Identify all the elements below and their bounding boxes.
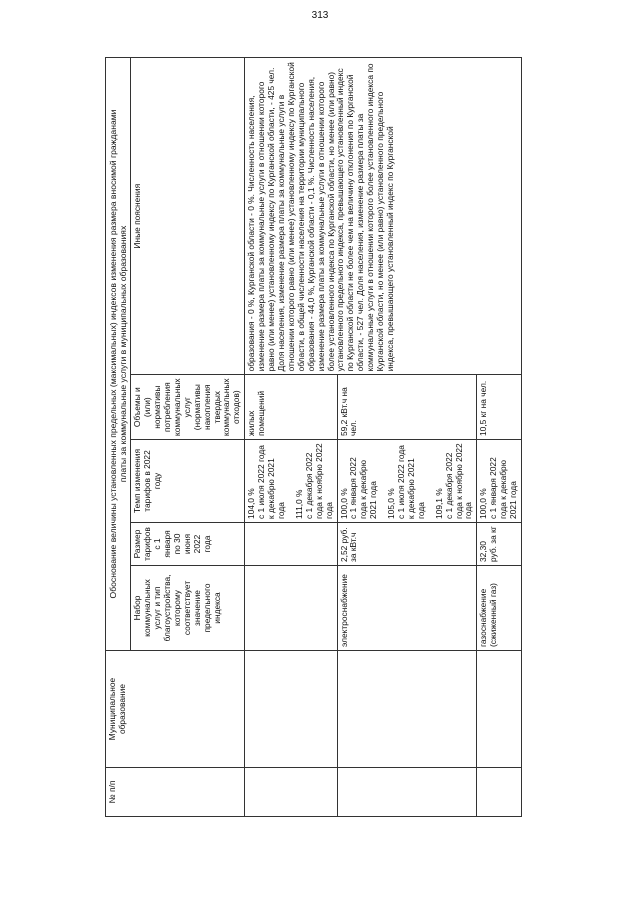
rate-period: с 1 декабря 2022 года к ноябрю 2022 года xyxy=(303,443,334,519)
cell-volume: 10,5 кг на чел. xyxy=(477,375,522,440)
cell-rate xyxy=(477,440,522,523)
rate-period: с 1 июля 2022 года к декабрю 2021 года xyxy=(256,445,286,519)
cell-notes: образования - 0 %, Курганской области - 0 %. Численность населения, изменение размера платы за коммунальные услуги в отношении которого равно (или менее) установленному индексу по Курганской области, - 425 чел. Доля населения, изменение размера платы за коммунальные услуги в отношении которого равно (или менее) установленному индексу по Курганской области, в общей численности населения на территории муниципального образования - 44,0 %, Курганской области - 0,1 %. Численность населения, изменение размера платы за коммунальные услуги в отношении которого более установленного индекса по Курганской области, но менее (или равно) установленного предельного индекса, превышающего установленный индекс по Курганской области не более чем на величину отклонения по Курганской области, - 527 чел. Доля населения, изменение размера платы за коммунальные услуги в отношении которого более установленного индекса по Курганской области, но менее (или равно) установленного предельного индекса, превышающего установленный индекс по Курганской xyxy=(245,58,522,375)
cell-no xyxy=(245,768,337,817)
cell-rate xyxy=(337,440,477,523)
rate-period: с 1 января 2022 года к декабрю 2021 года xyxy=(488,457,519,519)
table-title-line2: платы за коммунальные услуги в муниципальных образованиях xyxy=(118,225,129,483)
rate-period: с 1 января 2022 года к декабрю 2021 года xyxy=(348,457,379,519)
header-rate: Темп изменения тарифов в 2022 году xyxy=(131,440,245,523)
page-number: 313 xyxy=(311,10,329,21)
table-row xyxy=(245,58,337,817)
cell-service xyxy=(245,566,337,651)
header-tariff: Размер тарифов с 1 января по 30 июня 2022 года xyxy=(131,523,245,566)
rate-value: 109,1 % xyxy=(433,488,444,519)
header-municipality: Муниципальное образование xyxy=(106,651,245,768)
cell-service: электроснабжение xyxy=(337,566,477,651)
rate-value: 105,0 % xyxy=(386,488,397,519)
header-service-set: Набор коммунальных услуг и тип благоустройства, которому соответствует значение предельного индекса xyxy=(131,566,245,651)
cell-municipality xyxy=(477,651,522,768)
rate-period: с 1 июля 2022 года к декабрю 2021 года xyxy=(396,445,426,519)
header-notes: Иные пояснения xyxy=(131,58,245,375)
rate-value: 111,0 % xyxy=(293,489,304,519)
cell-volume: 59,2 кВт.ч на чел. xyxy=(337,375,477,440)
cell-tariff: 2,52 руб. за кВт.ч xyxy=(337,523,477,566)
cell-rate xyxy=(245,440,337,523)
cell-municipality xyxy=(337,651,477,768)
cell-municipality xyxy=(245,651,337,768)
cell-volume: жилых помещений xyxy=(245,375,337,440)
rate-value: 104,0 % xyxy=(246,488,257,519)
cell-tariff xyxy=(245,523,337,566)
rate-period: с 1 декабря 2022 года к ноябрю 2022 года xyxy=(443,443,474,519)
header-no: № п/п xyxy=(106,768,245,817)
rate-value: 100,0 % xyxy=(478,488,489,519)
cell-service: газоснабжение (сжиженный газ) xyxy=(477,566,522,651)
rate-value: 100,0 % xyxy=(338,488,349,519)
table-title xyxy=(106,58,131,651)
cell-tariff: 32,30 руб. за кг xyxy=(477,523,522,566)
header-volume: Объемы и (или) нормативы потребления коммунальных услуг (нормативы накопления твердых коммунальных отходов) xyxy=(131,375,245,440)
table-title-line1: Обоснование величины установленных предельных (максимальных) индексов изменения размера вносимой гражданами xyxy=(108,109,118,599)
tariff-justification-table xyxy=(105,57,522,817)
cell-no xyxy=(337,768,477,817)
cell-no xyxy=(477,768,522,817)
